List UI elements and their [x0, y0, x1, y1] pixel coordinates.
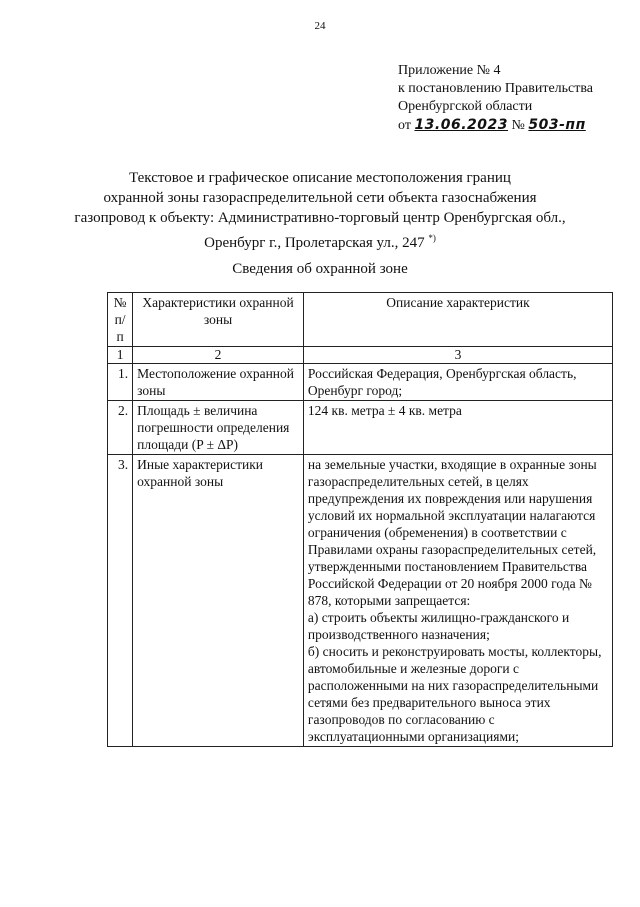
- number-prefix: №: [511, 118, 525, 133]
- title-line-4: [60, 228, 580, 253]
- row-number: 2.: [108, 401, 133, 455]
- index-cell-2: 2: [133, 347, 304, 364]
- section-subtitle: Сведения об охранной зоне: [232, 261, 408, 277]
- description-paragraph: Российская Федерация, Оренбургская область, Оренбург город;: [307, 366, 577, 398]
- appendix-line-3: Оренбургской области: [398, 99, 533, 114]
- row-description: [303, 364, 612, 401]
- handwritten-number: 503-пп: [528, 117, 586, 133]
- index-cell-3: 3: [303, 347, 612, 364]
- appendix-line-2: к постановлению Правительства: [398, 81, 594, 96]
- index-cell-1: 1: [108, 347, 133, 364]
- appendix-date-line: [398, 116, 593, 135]
- date-prefix: от: [398, 118, 411, 133]
- description-item-b: б) сносить и реконструировать мосты, коллекторы, автомобильные и железные дороги с расположенными на них газораспределительными сетями без предварительного выноса этих газопроводов по согласованию с эксплуатационными организациями;: [307, 644, 602, 744]
- header-number: № п/п: [108, 293, 133, 347]
- row-characteristic: Местоположение охранной зоны: [133, 364, 304, 401]
- header-characteristic: Характеристики охранной зоны: [133, 293, 304, 347]
- description-paragraph: на земельные участки, входящие в охранные зоны газораспределительных сетей, в целях предупреждения их повреждения или нарушения условий их нормальной эксплуатации налагаются ограничения (обременения) в соответствии с Правилами охраны газораспределительных сетей, утвержденными постановлением Правительства Российской Федерации от 20 ноября 2000 года № 878, которыми запрещается:: [307, 457, 597, 608]
- table-index-row: [108, 347, 613, 364]
- row-characteristic: Площадь ± величина погрешности определения площади (P ± ΔP): [133, 401, 304, 455]
- footnote-mark: *): [428, 233, 436, 243]
- handwritten-date: 13.06.2023: [414, 117, 509, 133]
- title-line-1: Текстовое и графическое описание местоположения границ: [129, 170, 511, 186]
- document-title: [60, 168, 580, 253]
- description-item-a: а) строить объекты жилищно-гражданского и производственного назначения;: [307, 610, 570, 642]
- page-number: 24: [314, 20, 326, 32]
- description-paragraph: 124 кв. метра ± 4 кв. метра: [307, 403, 462, 418]
- title-line-4-text: Оренбург г., Пролетарская ул., 247: [204, 235, 425, 251]
- title-line-3: газопровод к объекту: Административно-торговый центр Оренбургская обл.,: [74, 210, 566, 226]
- table-header-row: [108, 293, 613, 347]
- table-row: [108, 401, 613, 455]
- appendix-header: [398, 62, 593, 135]
- table-row: [108, 455, 613, 747]
- row-description: [303, 455, 612, 747]
- row-number: 1.: [108, 364, 133, 401]
- header-description: Описание характеристик: [303, 293, 612, 347]
- row-description: [303, 401, 612, 455]
- row-number: 3.: [108, 455, 133, 747]
- appendix-line-1: Приложение № 4: [398, 63, 501, 78]
- title-line-2: охранной зоны газораспределительной сети объекта газоснабжения: [103, 190, 537, 206]
- row-characteristic: Иные характеристики охранной зоны: [133, 455, 304, 747]
- zone-info-table: [107, 292, 613, 747]
- table-row: [108, 364, 613, 401]
